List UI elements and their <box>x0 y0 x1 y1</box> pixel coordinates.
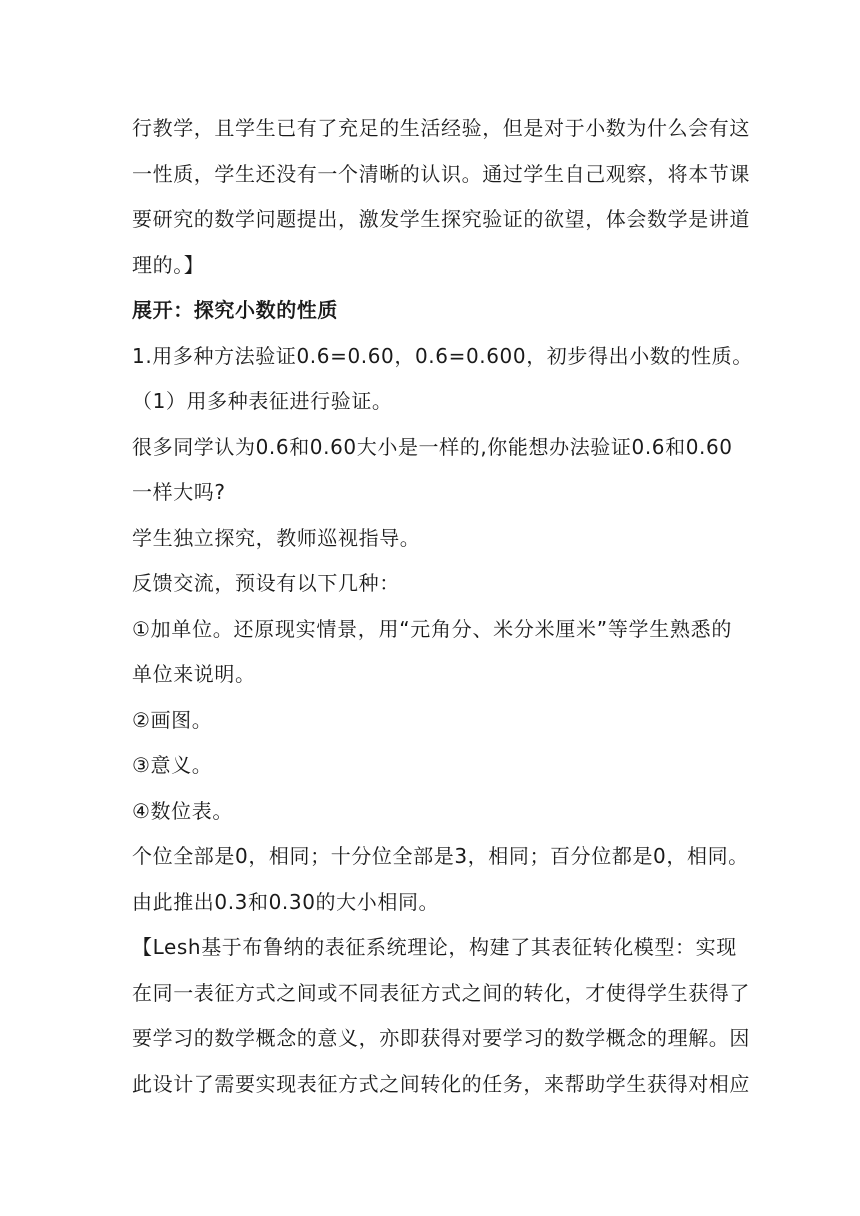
text-line: 在同一表征方式之间或不同表征方式之间的转化，才使得学生获得了 <box>132 980 750 1005</box>
text-line: 一样大吗? <box>132 480 226 504</box>
text-line: 要研究的数学问题提出，激发学生探究验证的欲望，体会数学是讲道 <box>132 207 750 231</box>
text-line: 要学习的数学概念的意义，亦即获得对要学习的数学概念的理解。因 <box>132 1026 750 1050</box>
text-line: 由此推出0.3和0.30的大小相同。 <box>132 889 440 914</box>
text-line: ③意义。 <box>132 753 213 777</box>
text-line: 行教学，且学生已有了充足的生活经验，但是对于小数为什么会有这 <box>132 116 750 140</box>
text-line: ①加单位。还原现实情景，用“元角分、米分米厘米”等学生熟悉的 <box>132 616 732 641</box>
text-line: 此设计了需要实现表征方式之间转化的任务，来帮助学生获得对相应 <box>132 1071 750 1096</box>
text-line: 反馈交流，预设有以下几种： <box>132 571 400 595</box>
text-line: ②画图。 <box>132 707 213 732</box>
text-line: 单位来说明。 <box>132 662 256 686</box>
text-line: 1.用多种方法验证0.6=0.60，0.6=0.600，初步得出小数的性质。 <box>132 343 753 368</box>
text-line: 理的。】 <box>132 252 205 277</box>
text-line: 【Lesh基于布鲁纳的表征系统理论，构建了其表征转化模型：实现 <box>132 935 737 959</box>
document-body <box>132 106 753 1107</box>
text-line: ④数位表。 <box>132 798 233 823</box>
text-line: 一性质，学生还没有一个清晰的认识。通过学生自己观察，将本节课 <box>132 161 750 186</box>
text-line: 学生独立探究，教师巡视指导。 <box>132 525 421 550</box>
text-line: 很多同学认为0.6和0.60大小是一样的,你能想办法验证0.6和0.60 <box>132 434 733 459</box>
text-line: （1）用多种表征进行验证。 <box>132 389 393 413</box>
text-line: 个位全部是0，相同；十分位全部是3，相同；百分位都是0，相同。 <box>132 844 749 868</box>
section-heading: 展开：探究小数的性质 <box>132 298 338 322</box>
